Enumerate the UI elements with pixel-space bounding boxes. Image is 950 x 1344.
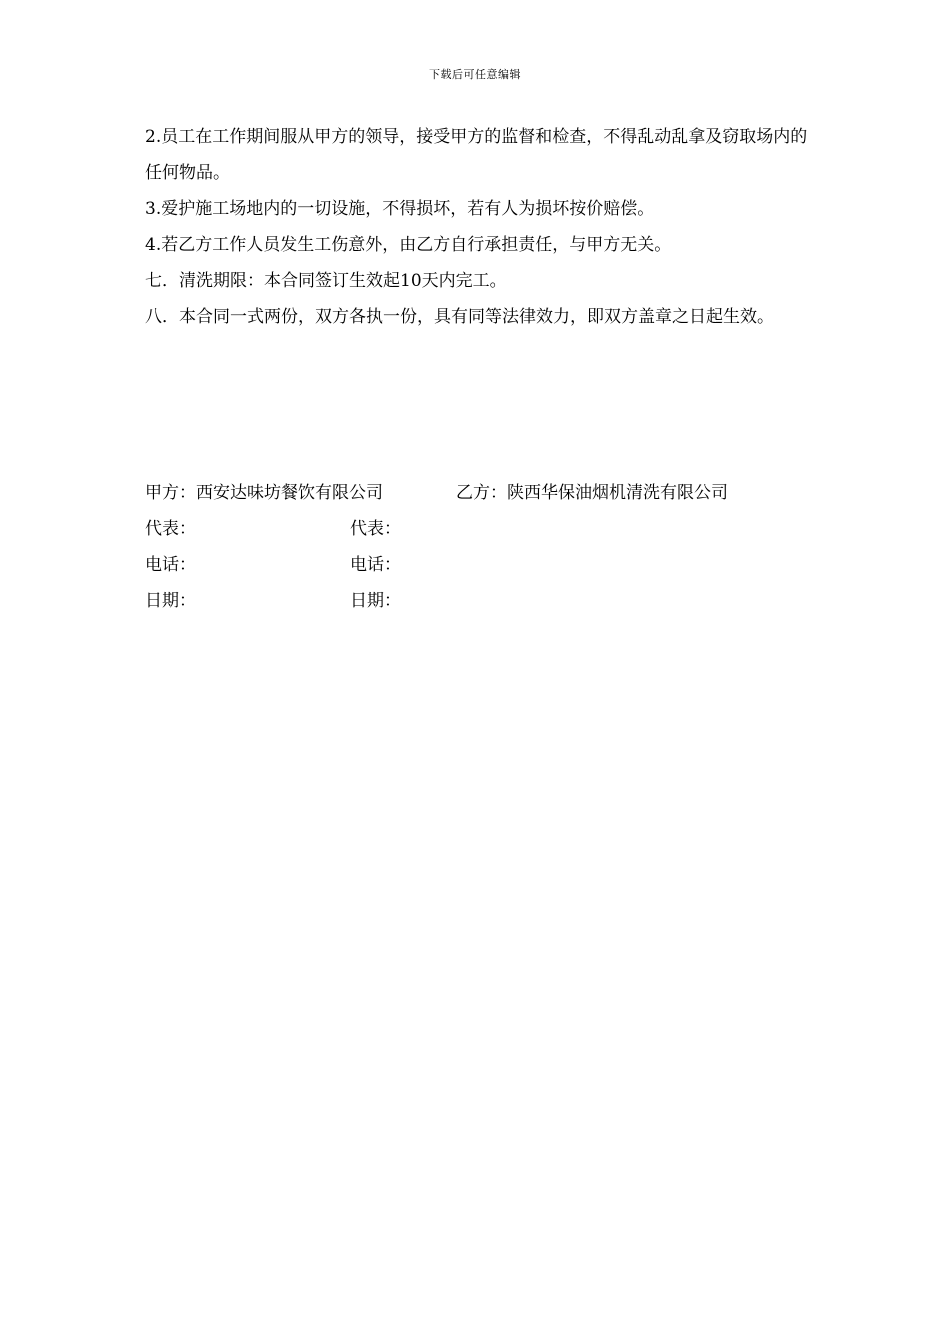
page-header-note: 下载后可任意编辑 [429, 68, 521, 81]
party-a-name: 甲方：西安达味坊餐饮有限公司 [145, 483, 383, 503]
clause-cleaning-period: 七．清洗期限：本合同签订生效起10天内完工。 [145, 271, 507, 291]
party-a-date-label: 日期： [145, 591, 196, 611]
signature-phone-row [145, 549, 813, 585]
clause-injury-liability: 4.若乙方工作人员发生工伤意外，由乙方自行承担责任，与甲方无关。 [145, 235, 672, 255]
signature-representative-row [145, 513, 813, 549]
contract-clauses [145, 119, 813, 335]
clause-facility-protection: 3.爱护施工场地内的一切设施，不得损坏，若有人为损坏按价赔偿。 [145, 199, 655, 219]
signature-parties-row [145, 477, 813, 513]
party-b-phone-label: 电话： [350, 555, 401, 575]
party-a-phone-label: 电话： [145, 555, 196, 575]
party-b-representative-label: 代表： [350, 519, 401, 539]
signature-block [145, 477, 813, 621]
party-b-date-label: 日期： [350, 591, 401, 611]
party-a-representative-label: 代表： [145, 519, 196, 539]
party-b-name: 乙方：陕西华保油烟机清洗有限公司 [456, 483, 728, 503]
signature-date-row [145, 585, 813, 621]
clause-copies-effect: 八．本合同一式两份，双方各执一份，具有同等法律效力，即双方盖章之日起生效。 [145, 307, 774, 327]
clause-employee-conduct: 2.员工在工作期间服从甲方的领导，接受甲方的监督和检查，不得乱动乱拿及窃取场内的任何物品。 [145, 127, 808, 183]
